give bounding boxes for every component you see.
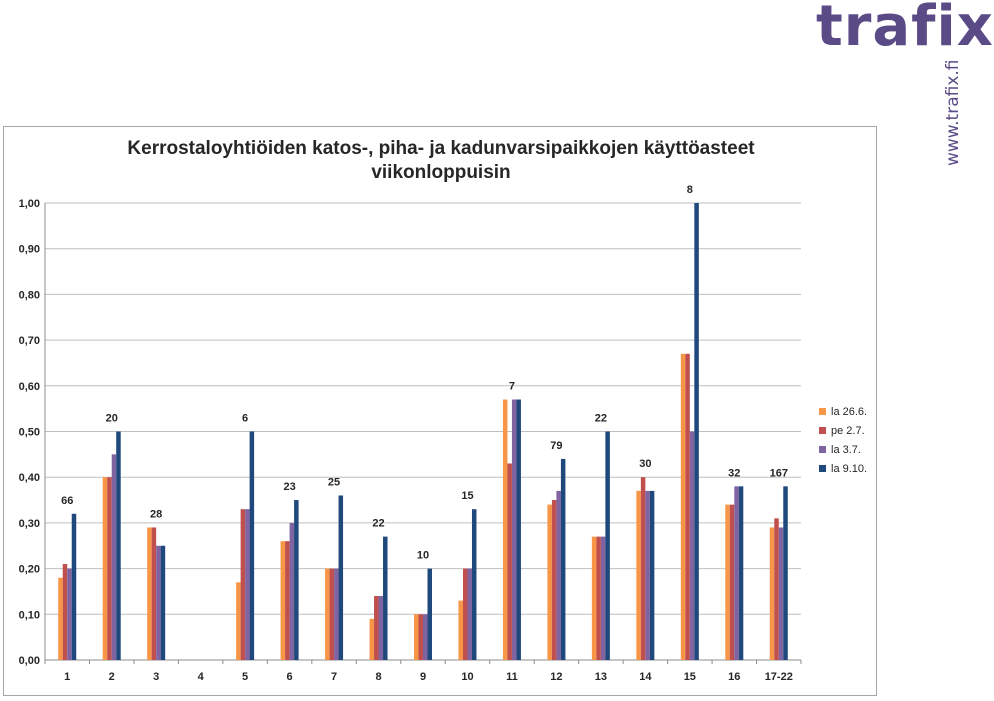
x-tick-label: 4 xyxy=(197,671,204,683)
bar xyxy=(245,509,250,660)
bar xyxy=(592,537,597,660)
x-tick-label: 5 xyxy=(242,671,249,683)
x-tick-label: 1 xyxy=(64,671,71,683)
bar xyxy=(67,569,72,660)
bar xyxy=(72,514,77,660)
bar xyxy=(472,509,477,660)
chart-title-line-1: Kerrostaloyhtiöiden katos-, piha- ja kadunvarsipaikkojen käyttöasteet xyxy=(127,138,755,159)
bar xyxy=(294,500,299,660)
bar xyxy=(512,400,517,660)
bar xyxy=(103,477,108,660)
bar xyxy=(685,354,690,660)
legend-swatch xyxy=(819,408,826,415)
legend-label: pe 2.7. xyxy=(831,424,865,437)
chart-container xyxy=(3,126,877,696)
x-tick-label: 15 xyxy=(683,671,696,683)
website-url-text: www.trafix.fi xyxy=(943,59,963,166)
y-tick-label: 0,50 xyxy=(18,426,40,439)
website-url xyxy=(943,59,963,176)
bar xyxy=(503,400,508,660)
logo-wordmark: trafix xyxy=(816,0,994,59)
y-tick-label: 0,80 xyxy=(18,289,40,302)
data-label: 8 xyxy=(686,184,693,196)
bar xyxy=(161,546,166,660)
bar xyxy=(285,541,290,660)
y-tick-label: 0,10 xyxy=(18,609,40,622)
legend-item xyxy=(819,402,879,421)
bar xyxy=(339,495,344,660)
bar-chart xyxy=(4,127,878,697)
bar xyxy=(156,546,161,660)
data-label: 30 xyxy=(639,458,652,471)
bar xyxy=(467,569,472,660)
bar xyxy=(116,432,121,661)
data-label: 7 xyxy=(508,380,516,393)
x-tick-label: 3 xyxy=(153,671,160,683)
bar xyxy=(556,491,561,660)
trafix-logo xyxy=(816,0,994,62)
bar xyxy=(241,509,246,660)
bar xyxy=(774,518,779,660)
data-label: 32 xyxy=(728,467,741,480)
y-tick-label: 0,90 xyxy=(18,243,40,256)
bar xyxy=(152,527,157,660)
bar xyxy=(645,491,650,660)
bar xyxy=(694,203,699,660)
bar xyxy=(290,523,295,660)
bar xyxy=(330,569,335,660)
y-tick-label: 1,00 xyxy=(18,198,40,210)
bar xyxy=(419,614,424,660)
x-tick-label: 7 xyxy=(330,671,338,683)
data-label: 25 xyxy=(327,476,341,489)
y-tick-label: 0,60 xyxy=(18,380,40,393)
bar xyxy=(734,486,739,660)
bar xyxy=(516,400,521,660)
legend-item xyxy=(819,421,879,440)
bar xyxy=(547,505,552,660)
x-tick-label: 12 xyxy=(550,671,563,683)
bar xyxy=(147,527,152,660)
x-tick-label: 10 xyxy=(461,671,474,683)
x-tick-label: 16 xyxy=(728,671,741,683)
x-tick-label: 9 xyxy=(419,671,427,683)
bar xyxy=(601,537,606,660)
bar xyxy=(507,463,512,660)
bar xyxy=(770,527,775,660)
bar xyxy=(739,486,744,660)
bar xyxy=(250,432,255,661)
legend-swatch xyxy=(819,446,826,453)
bar xyxy=(681,354,686,660)
bar xyxy=(650,491,655,660)
bar xyxy=(236,582,241,660)
data-label: 66 xyxy=(61,494,74,507)
x-tick-label: 6 xyxy=(286,671,293,683)
y-tick-label: 0,70 xyxy=(18,335,40,348)
bar xyxy=(370,619,375,660)
bar xyxy=(730,505,735,660)
legend-swatch xyxy=(819,465,826,472)
x-tick-label: 2 xyxy=(108,671,115,683)
bar xyxy=(112,454,117,660)
bar xyxy=(641,477,646,660)
y-tick-label: 0,30 xyxy=(18,517,40,530)
x-tick-label: 8 xyxy=(375,671,382,683)
bar xyxy=(463,569,468,660)
bar xyxy=(428,569,433,660)
bar xyxy=(690,432,695,661)
bar xyxy=(414,614,419,660)
data-label: 6 xyxy=(242,412,249,425)
bar xyxy=(107,477,112,660)
data-label: 23 xyxy=(283,481,296,494)
data-label: 22 xyxy=(594,412,608,425)
data-label: 15 xyxy=(461,490,474,503)
bar xyxy=(561,459,566,660)
data-label: 22 xyxy=(372,517,385,530)
bar xyxy=(58,578,63,660)
bar xyxy=(552,500,557,660)
legend-label: la 26.6. xyxy=(831,405,868,418)
bar xyxy=(725,505,730,660)
bar xyxy=(383,537,388,660)
y-tick-label: 0,20 xyxy=(18,563,40,576)
y-tick-label: 0,40 xyxy=(18,472,40,485)
legend-item xyxy=(819,440,879,459)
bar xyxy=(783,486,788,660)
legend-swatch xyxy=(819,427,826,434)
x-tick-label: 14 xyxy=(639,671,652,683)
data-label: 10 xyxy=(416,549,430,562)
bar xyxy=(281,541,286,660)
bar xyxy=(596,537,601,660)
x-tick-label: 11 xyxy=(506,671,518,683)
y-tick-label: 0,00 xyxy=(18,655,40,667)
data-label: 20 xyxy=(105,412,118,425)
legend-label: la 3.7. xyxy=(831,443,861,456)
bar xyxy=(334,569,339,660)
data-label: 28 xyxy=(150,508,163,521)
bar xyxy=(458,601,463,660)
chart-legend xyxy=(819,402,879,478)
bar xyxy=(379,596,384,660)
bar xyxy=(63,564,67,660)
x-tick-label: 17-22 xyxy=(764,671,793,683)
bar xyxy=(423,614,428,660)
data-label: 167 xyxy=(769,467,788,480)
data-label: 79 xyxy=(550,439,563,452)
x-tick-label: 13 xyxy=(594,671,608,683)
legend-item xyxy=(819,459,879,478)
bar xyxy=(605,432,610,661)
bar xyxy=(779,527,784,660)
bar xyxy=(636,491,641,660)
bar xyxy=(374,596,379,660)
chart-title-line-2: viikonloppuisin xyxy=(371,162,511,183)
legend-label: la 9.10. xyxy=(831,462,868,475)
bar xyxy=(325,569,330,660)
